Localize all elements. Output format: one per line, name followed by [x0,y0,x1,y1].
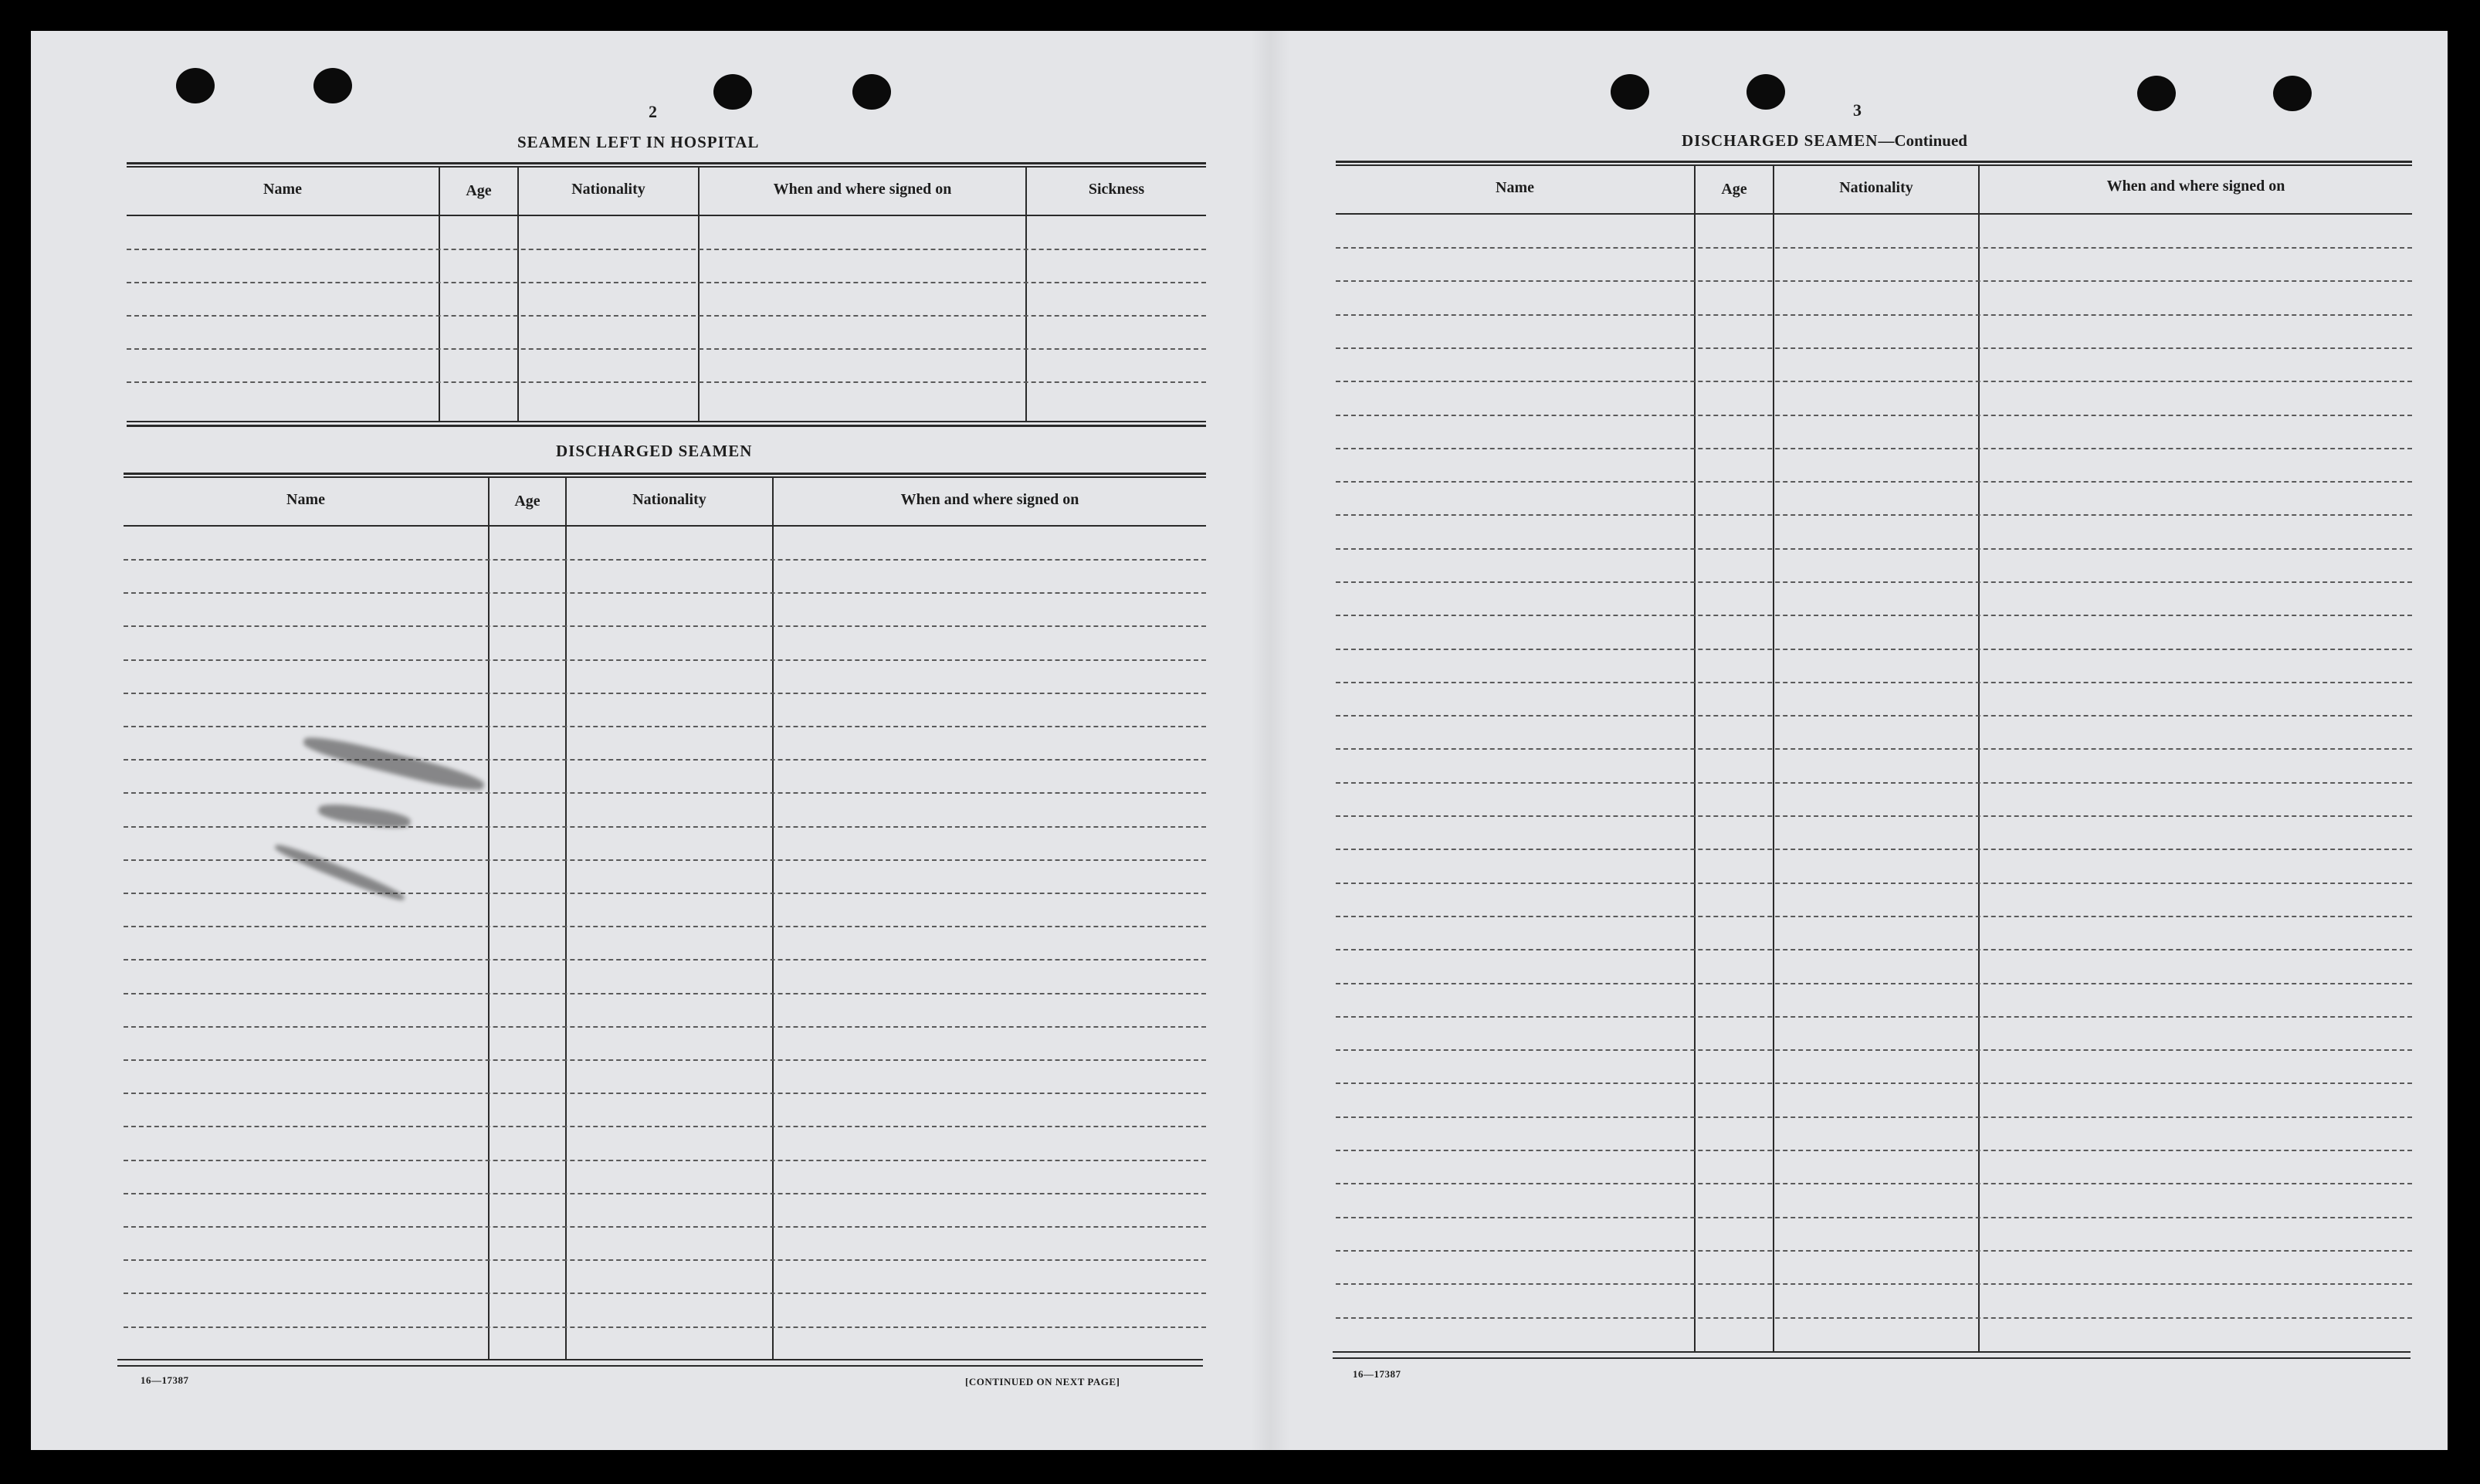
entry-row-line [1336,1317,2412,1319]
punch-hole [852,74,891,110]
page-number: 2 [649,102,657,121]
entry-row-line [124,859,1206,861]
column-header-name: Name [286,491,325,508]
entry-row-line [1336,381,2412,382]
section-title-discharged-seamen: DISCHARGED SEAMEN [556,442,753,460]
entry-row-line [1336,1150,2412,1151]
entry-row-line [1336,1116,2412,1118]
entry-row-line [1336,615,2412,616]
scanned-crew-list [31,31,2448,1450]
entry-row-line [1336,1016,2412,1018]
punch-hole [2137,76,2176,111]
punch-hole [176,68,215,103]
section-title-discharged-seamen-continued [1682,131,1967,151]
entry-row-line [1336,983,2412,984]
form-number: 16—17387 [141,1374,189,1386]
entry-row-line [1336,1183,2412,1184]
entry-row-line [124,1193,1206,1194]
entry-row-line [124,1259,1206,1261]
punch-hole [2273,76,2312,111]
entry-row-line [1336,1217,2412,1218]
entry-row-line [1336,448,2412,449]
section-title-text: DISCHARGED SEAMEN [1682,131,1879,150]
continued-note: [CONTINUED ON NEXT PAGE] [965,1376,1120,1387]
section-title-suffix: —Continued [1878,131,1967,150]
entry-row-line [1336,1049,2412,1051]
entry-row-line [124,893,1206,894]
entry-row-line [124,1326,1206,1328]
punch-hole [1747,74,1785,110]
entry-row-line [1336,548,2412,550]
column-header-nationality: Nationality [1839,179,1913,196]
section-title-seamen-left-in-hospital: SEAMEN LEFT IN HOSPITAL [517,133,760,151]
entry-row-line [124,926,1206,927]
entry-row-line [124,625,1206,627]
entry-row-line [1336,682,2412,683]
entry-row-line [124,693,1206,694]
entry-row-line [124,726,1206,727]
entry-row-line [124,959,1206,961]
entry-row-line [124,559,1206,561]
entry-row-line [124,592,1206,594]
column-header-name: Name [1496,179,1534,196]
entry-row-line [1336,815,2412,817]
column-header-when-where-signed-on: When and where signed on [900,491,1079,508]
ink-smudge [301,731,486,795]
entry-row-line [1336,949,2412,950]
entry-row-line [1336,782,2412,784]
entry-row-line [1336,1083,2412,1084]
ink-smudge [273,841,407,904]
punch-hole [713,74,752,110]
entry-row-line [124,1226,1206,1228]
entry-row-line [1336,514,2412,516]
entry-row-line [1336,415,2412,416]
entry-row-line [1336,883,2412,884]
page-number: 3 [1853,100,1862,120]
entry-row-line [1336,314,2412,316]
entry-row-line [1336,916,2412,917]
entry-row-line [124,1026,1206,1028]
column-header-age: Age [514,493,540,510]
form-number: 16—17387 [1353,1368,1401,1380]
column-header-nationality: Nationality [571,181,645,198]
entry-row-line [124,826,1206,828]
entry-row-line [1336,247,2412,249]
column-header-nationality: Nationality [632,491,706,508]
column-header-age: Age [466,182,492,199]
entry-row-line [124,1093,1206,1094]
entry-row-line [124,1160,1206,1161]
column-header-when-where-signed-on: When and where signed on [773,181,952,198]
entry-row-line [124,792,1206,794]
entry-row-line [1336,748,2412,750]
entry-row-line [1336,280,2412,282]
entry-row-line [124,659,1206,661]
column-header-when-where-signed-on: When and where signed on [2106,178,2285,195]
entry-row-line [1336,1250,2412,1252]
entry-row-line [1336,849,2412,850]
entry-row-line [124,1293,1206,1294]
punch-hole [313,68,352,103]
punch-hole [1611,74,1649,110]
entry-row-line [1336,1283,2412,1285]
entry-row-line [1336,581,2412,583]
column-header-name: Name [263,181,302,198]
entry-row-line [1336,481,2412,483]
entry-row-line [124,993,1206,994]
entry-row-line [1336,347,2412,349]
column-header-age: Age [1721,181,1747,198]
entry-row-line [124,759,1206,761]
column-header-sickness: Sickness [1088,181,1145,198]
entry-row-line [124,1059,1206,1061]
entry-row-line [124,1126,1206,1127]
page-fold [1251,31,1289,1450]
entry-row-line [1336,649,2412,650]
entry-row-line [1336,715,2412,717]
